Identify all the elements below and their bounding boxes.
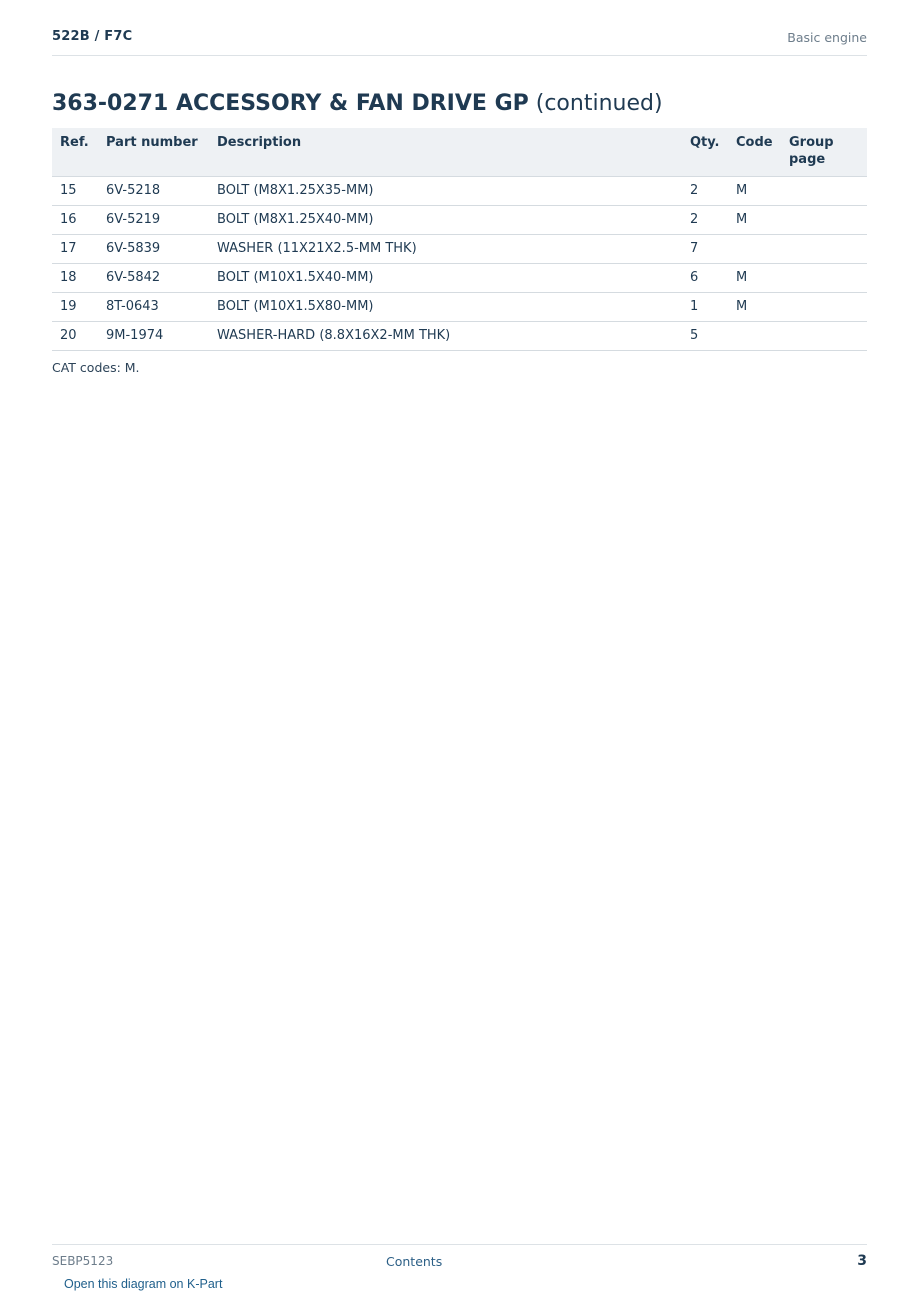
table-row — [52, 322, 867, 351]
cell-qty: 2 — [682, 206, 728, 235]
group-title: 363-0271 ACCESSORY & FAN DRIVE GP — [52, 91, 529, 116]
cell-group-page — [781, 235, 867, 264]
cell-part-number: 6V-5839 — [98, 235, 209, 264]
page-footer — [52, 1244, 867, 1301]
column-header-description: Description — [209, 128, 682, 177]
cell-code: M — [728, 264, 781, 293]
table-row — [52, 235, 867, 264]
cell-qty: 2 — [682, 177, 728, 206]
cell-description: BOLT (M8X1.25X40-MM) — [209, 206, 682, 235]
column-header-qty: Qty. — [682, 128, 728, 177]
cell-group-page — [781, 293, 867, 322]
cell-code — [728, 322, 781, 351]
cell-qty: 6 — [682, 264, 728, 293]
parts-table — [52, 128, 867, 351]
column-header-group-page: Group page — [781, 128, 867, 177]
cat-codes-note: CAT codes: M. — [52, 360, 140, 375]
cell-code: M — [728, 293, 781, 322]
cell-ref: 18 — [52, 264, 98, 293]
cell-ref: 17 — [52, 235, 98, 264]
cell-description: WASHER-HARD (8.8X16X2-MM THK) — [209, 322, 682, 351]
table-row — [52, 177, 867, 206]
column-header-ref: Ref. — [52, 128, 98, 177]
cell-qty: 7 — [682, 235, 728, 264]
cell-ref: 19 — [52, 293, 98, 322]
column-header-code: Code — [728, 128, 781, 177]
cell-code: M — [728, 206, 781, 235]
table-row — [52, 264, 867, 293]
page-number: 3 — [857, 1253, 867, 1269]
cell-description: WASHER (11X21X2.5-MM THK) — [209, 235, 682, 264]
cell-part-number: 6V-5842 — [98, 264, 209, 293]
model-label: 522B / F7C — [52, 29, 133, 44]
section-label: Basic engine — [787, 30, 867, 45]
contents-link[interactable]: Contents — [386, 1254, 443, 1269]
cell-code: M — [728, 177, 781, 206]
cell-part-number: 9M-1974 — [98, 322, 209, 351]
cell-description: BOLT (M10X1.5X80-MM) — [209, 293, 682, 322]
table-row — [52, 293, 867, 322]
cell-ref: 16 — [52, 206, 98, 235]
table-row — [52, 206, 867, 235]
cell-qty: 5 — [682, 322, 728, 351]
open-kpart-link[interactable]: Open this diagram on K-Part — [64, 1277, 223, 1291]
page-title — [52, 90, 663, 118]
title-continued: (continued) — [535, 91, 663, 116]
column-header-part-number: Part number — [98, 128, 209, 177]
cell-group-page — [781, 322, 867, 351]
cell-group-page — [781, 206, 867, 235]
cell-part-number: 6V-5218 — [98, 177, 209, 206]
cell-code — [728, 235, 781, 264]
cell-part-number: 6V-5219 — [98, 206, 209, 235]
cell-description: BOLT (M8X1.25X35-MM) — [209, 177, 682, 206]
cell-group-page — [781, 177, 867, 206]
table-header-row — [52, 128, 867, 177]
cell-qty: 1 — [682, 293, 728, 322]
cell-ref: 20 — [52, 322, 98, 351]
cell-part-number: 8T-0643 — [98, 293, 209, 322]
cell-group-page — [781, 264, 867, 293]
cell-ref: 15 — [52, 177, 98, 206]
document-id: SEBP5123 — [52, 1254, 114, 1268]
page-header — [52, 28, 867, 56]
cell-description: BOLT (M10X1.5X40-MM) — [209, 264, 682, 293]
